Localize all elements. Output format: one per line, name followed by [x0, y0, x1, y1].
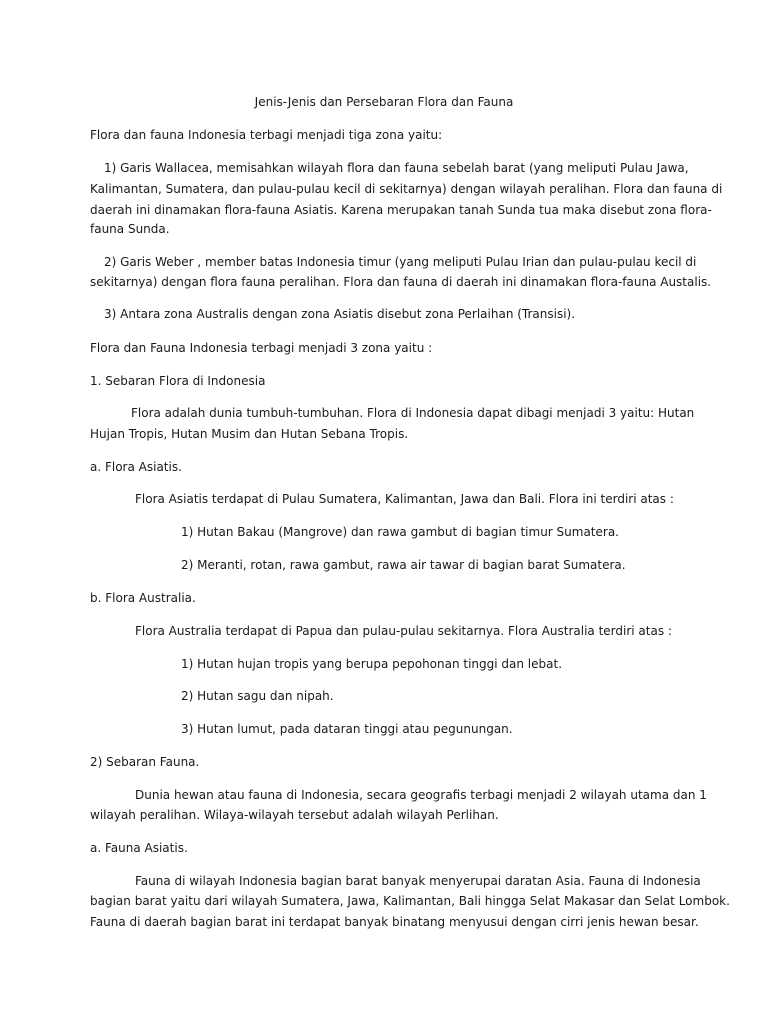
flora-australia-item-3: 3) Hutan lumut, pada dataran tinggi atau pegunungan.	[181, 722, 513, 736]
flora-australia-item-2: 2) Hutan sagu dan nipah.	[181, 689, 334, 703]
wallacea-line-4: fauna Sunda.	[90, 222, 170, 236]
flora-asiatis-item-2: 2) Meranti, rotan, rawa gambut, rawa air tawar di bagian barat Sumatera.	[181, 558, 626, 572]
flora-asiatis-text: Flora Asiatis terdapat di Pulau Sumatera, Kalimantan, Jawa dan Bali. Flora ini terdiri atas :	[135, 492, 674, 506]
fauna-asiatis-line-1: Fauna di wilayah Indonesia bagian barat banyak menyerupai daratan Asia. Fauna di Indonesia	[135, 874, 701, 888]
fauna-asiatis-heading: a. Fauna Asiatis.	[90, 841, 188, 855]
intro-line: Flora dan fauna Indonesia terbagi menjadi tiga zona yaitu:	[90, 128, 443, 142]
fauna-asiatis-line-2: bagian barat yaitu dari wilayah Sumatera, Jawa, Kalimantan, Bali hingga Selat Makasar dan Selat Lombok.	[90, 894, 730, 908]
document-title: Jenis-Jenis dan Persebaran Flora dan Fauna	[254, 95, 514, 109]
flora-australia-item-1: 1) Hutan hujan tropis yang berupa pepohonan tinggi dan lebat.	[181, 657, 563, 671]
flora-heading: 1. Sebaran Flora di Indonesia	[90, 374, 266, 388]
flora-asiatis-heading: a. Flora Asiatis.	[90, 460, 182, 474]
wallacea-line-2: Kalimantan, Sumatera, dan pulau-pulau kecil di sekitarnya) dengan wilayah peralihan. Flora dan fauna di	[90, 182, 723, 196]
transition-line: 3) Antara zona Australis dengan zona Asiatis disebut zona Perlaihan (Transisi).	[104, 307, 576, 321]
fauna-heading: 2) Sebaran Fauna.	[90, 755, 200, 769]
flora-intro-line-1: Flora adalah dunia tumbuh-tumbuhan. Flora di Indonesia dapat dibagi menjadi 3 yaitu: Hutan	[131, 406, 695, 420]
fauna-asiatis-line-3: Fauna di daerah bagian barat ini terdapat banyak binatang menyusui dengan cirri jenis hewan besar.	[90, 915, 699, 929]
wallacea-line-3: daerah ini dinamakan flora-fauna Asiatis. Karena merupakan tanah Sunda tua maka disebut zona flora-	[90, 203, 712, 217]
flora-australia-heading: b. Flora Australia.	[90, 591, 196, 605]
weber-line-2: sekitarnya) dengan flora fauna peralihan. Flora dan fauna di daerah ini dinamakan flora-fauna Austalis.	[90, 275, 712, 289]
flora-intro-line-2: Hujan Tropis, Hutan Musim dan Hutan Sebana Tropis.	[90, 427, 409, 441]
wallacea-line-1: 1) Garis Wallacea, memisahkan wilayah flora dan fauna sebelah barat (yang meliputi Pulau Jawa,	[104, 161, 689, 175]
flora-asiatis-item-1: 1) Hutan Bakau (Mangrove) dan rawa gambut di bagian timur Sumatera.	[181, 525, 619, 539]
weber-line-1: 2) Garis Weber , member batas Indonesia timur (yang meliputi Pulau Irian dan pulau-pulau kecil di	[104, 255, 697, 269]
flora-australia-text: Flora Australia terdapat di Papua dan pulau-pulau sekitarnya. Flora Australia terdiri atas :	[135, 624, 672, 638]
zones-line: Flora dan Fauna Indonesia terbagi menjadi 3 zona yaitu :	[90, 341, 433, 355]
fauna-intro-line-2: wilayah peralihan. Wilaya-wilayah tersebut adalah wilayah Perlihan.	[90, 808, 499, 822]
fauna-intro-line-1: Dunia hewan atau fauna di Indonesia, secara geografis terbagi menjadi 2 wilayah utama dan 1	[135, 788, 707, 802]
